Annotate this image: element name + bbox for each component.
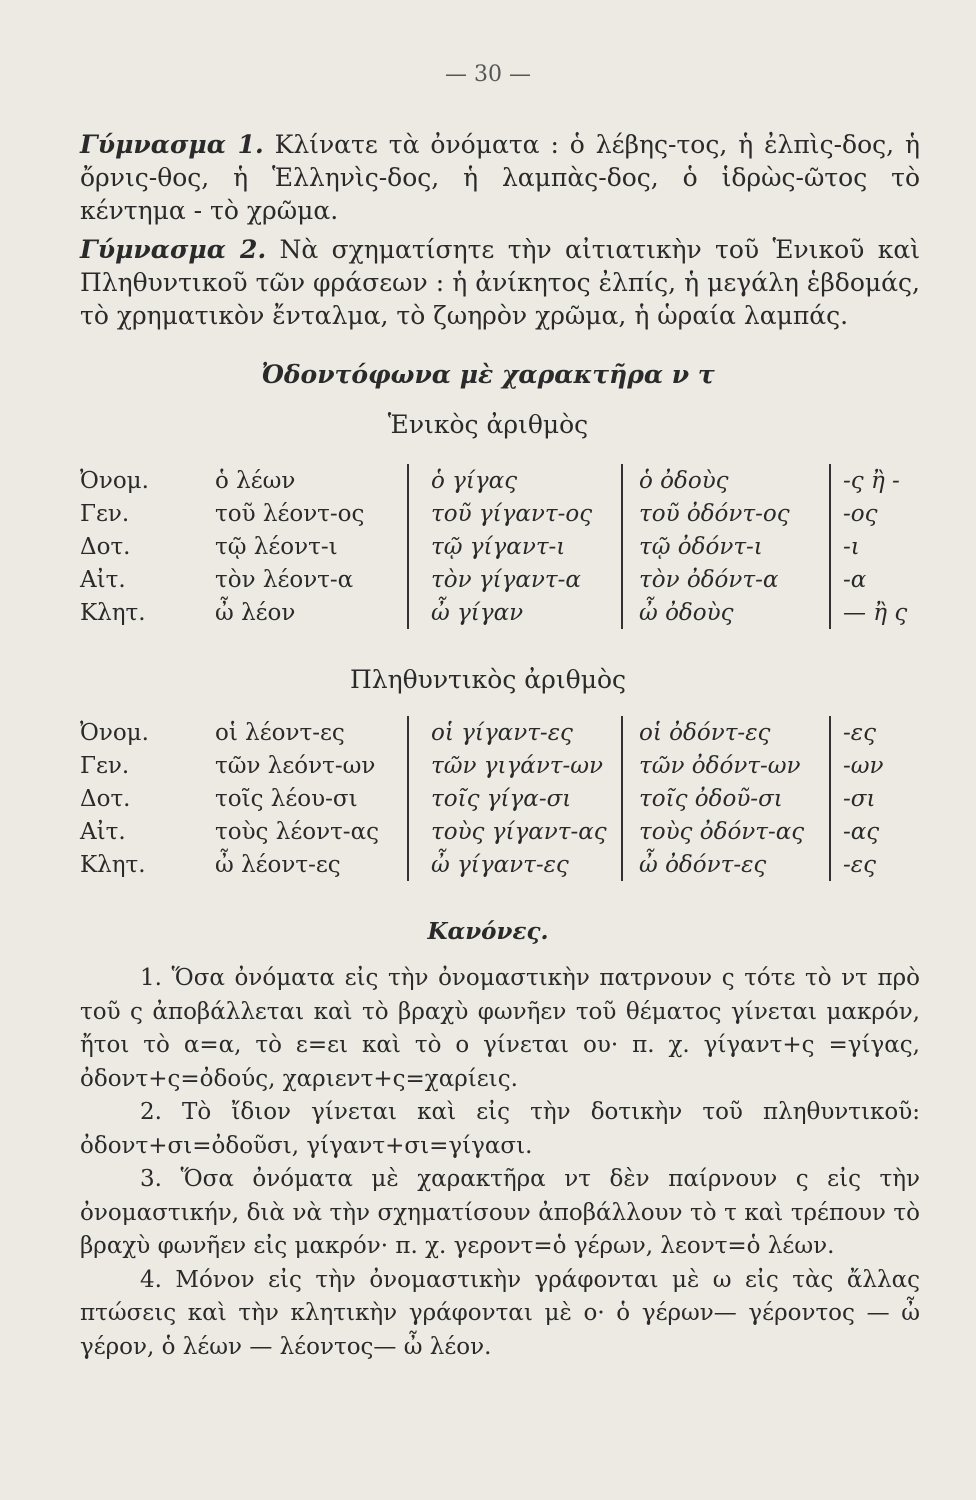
cell-case: Ὀνομ. [80,719,149,746]
cell-c4: -ος [830,497,907,530]
cell-c1: τοῖς λέου-σι [215,785,358,812]
cell-c1: τοῦ λέοντ-ος [215,500,365,527]
cell-c3: τὸν ὀδόντ-α [622,563,830,596]
cell-c4: -ας [830,815,903,848]
cell-c2: ὦ γίγαν [408,596,622,629]
plural-heading: Πληθυντικὸς ἀριθμὸς [349,665,627,694]
cell-c2: οἱ γίγαντ-ες [408,716,622,749]
declension-row [80,464,907,497]
cell-c3: ὁ ὀδοὺς [622,464,830,497]
cell-c3: τῷ ὀδόντ-ι [622,530,830,563]
rule-3: 3. Ὅσα ὀνόματα μὲ χαρακτῆρα ντ δὲν παίρνουν ς εἰς τὴν ὀνομαστικήν, διὰ νὰ τὴν σχηματίσουν ἀποβάλλουν τὸ τ καὶ τρέπουν τὸ βραχὺ φωνῆεν εἰς μακρόν· π. χ. γεροντ=ὁ γέρων, λεοντ=ὁ λέων. [80,1166,920,1259]
cell-c1: ὦ λέον [215,599,296,626]
cell-c2: τῷ γίγαντ-ι [408,530,622,563]
cell-c1: τοὺς λέοντ-ας [215,818,379,845]
exercise-1-text: Κλίνατε τὰ ὀνόματα : ὁ λέβης-τος, ἡ ἐλπὶς-δος, ἡ ὄρνις-θος, ἡ Ἑλληνὶς-δος, ἡ λαμπὰς-δος, ὁ ἱδρὼς-ῶτος τὸ κέντημα - τὸ χρῶμα. [80,130,921,225]
cell-c2: ὁ γίγας [408,464,622,497]
cell-c3: τοὺς ὀδόντ-ας [622,815,830,848]
exercise-2-label: Γύμνασμα 2. [80,235,267,264]
cell-c1: τῶν λεόντ-ων [215,752,376,779]
cell-c4: -σι [830,782,903,815]
rule-2: 2. Τὸ ἴδιον γίνεται καὶ εἰς τὴν δοτικὴν τοῦ πληθυντικοῦ: ὀδοντ+σι=ὀδοῦσι, γίγαντ+σι=γίγασι. [80,1099,920,1159]
declension-row [80,563,907,596]
cell-c1: τῷ λέοντ-ι [215,533,338,560]
cell-c4: -ες [830,848,903,881]
cell-case: Δοτ. [80,785,131,812]
declension-row [80,530,907,563]
plural-table [80,716,903,881]
cell-c1: οἱ λέοντ-ες [215,719,345,746]
cell-c2: τοῦ γίγαντ-ος [408,497,622,530]
cell-c3: οἱ ὀδόντ-ες [622,716,830,749]
cell-c4: -ες [830,716,903,749]
declension-row [80,596,907,629]
cell-case: Αἰτ. [80,818,126,845]
declension-row [80,749,903,782]
declension-row [80,848,903,881]
cell-c3: ὦ ὀδόντ-ες [622,848,830,881]
rule-1: 1. Ὅσα ὀνόματα εἰς τὴν ὀνομαστικὴν πατρνουν ς τότε τὸ ντ πρὸ τοῦ ς ἀποβάλλεται καὶ τὸ βραχὺ φωνῆεν τοῦ θέματος γίνεται μακρόν, ἤτοι τὸ α=α, τὸ ε=ει καὶ τὸ ο γίνεται ου· π. χ. γίγαντ+ς =γίγας, ὀδοντ+ς=ὀδούς, χαριεντ+ς=χαρίεις. [80,965,920,1092]
rules-heading: Κανόνες. [427,918,549,945]
cell-c1: ὁ λέων [215,467,296,494]
declension-row [80,497,907,530]
cell-c2: τῶν γιγάντ-ων [408,749,622,782]
exercise-1-label: Γύμνασμα 1. [80,130,264,159]
cell-case: Ὀνομ. [80,467,149,494]
exercise-2 [80,233,920,332]
rules-list [80,962,920,1364]
cell-c3: τοῦ ὀδόντ-ος [622,497,830,530]
cell-c2: τοῖς γίγα-σι [408,782,622,815]
cell-c3: τῶν ὀδόντ-ων [622,749,830,782]
cell-c4: -ς ἢ - [830,464,907,497]
cell-c4: -ων [830,749,903,782]
declension-row [80,716,903,749]
singular-heading: Ἑνικὸς ἀριθμὸς [387,410,589,439]
table-title: Ὀδοντόφωνα μὲ χαρακτῆρα ν τ [261,360,715,389]
cell-case: Γεν. [80,752,130,779]
cell-c1: τὸν λέοντ-α [215,566,354,593]
cell-c2: ὦ γίγαντ-ες [408,848,622,881]
cell-c2: τοὺς γίγαντ-ας [408,815,622,848]
rule-4: 4. Μόνον εἰς τὴν ὀνομαστικὴν γράφονται μὲ ω εἰς τὰς ἄλλας πτώσεις καὶ τὴν κλητικὴν γράφονται μὲ ο· ὁ γέρων— γέροντος — ὦ γέρον, ὁ λέων — λέοντος— ὦ λέον. [80,1266,920,1360]
singular-table [80,464,907,629]
page-number: — 30 — [445,62,531,87]
cell-case: Γεν. [80,500,130,527]
cell-case: Κλητ. [80,851,146,878]
exercise-2-text: Νὰ σχηματίσητε τὴν αἰτιατικὴν τοῦ Ἑνικοῦ καὶ Πληθυντικοῦ τῶν φράσεων : ἡ ἀνίκητος ἐλπίς, ἡ μεγάλη ἑβδομάς, τὸ χρηματικὸν ἔνταλμα, τὸ ζωηρὸν χρῶμα, ἡ ὡραία λαμπάς. [80,235,921,330]
cell-c3: τοῖς ὀδοῦ-σι [622,782,830,815]
cell-case: Αἰτ. [80,566,126,593]
cell-c2: τὸν γίγαντ-α [408,563,622,596]
cell-c4: -α [830,563,907,596]
exercise-1 [80,128,920,227]
cell-case: Κλητ. [80,599,146,626]
cell-c4: -ι [830,530,907,563]
cell-case: Δοτ. [80,533,131,560]
cell-c1: ὦ λέοντ-ες [215,851,341,878]
cell-c4: — ἢ ς [830,596,907,629]
declension-row [80,782,903,815]
cell-c3: ὦ ὀδοὺς [622,596,830,629]
declension-row [80,815,903,848]
